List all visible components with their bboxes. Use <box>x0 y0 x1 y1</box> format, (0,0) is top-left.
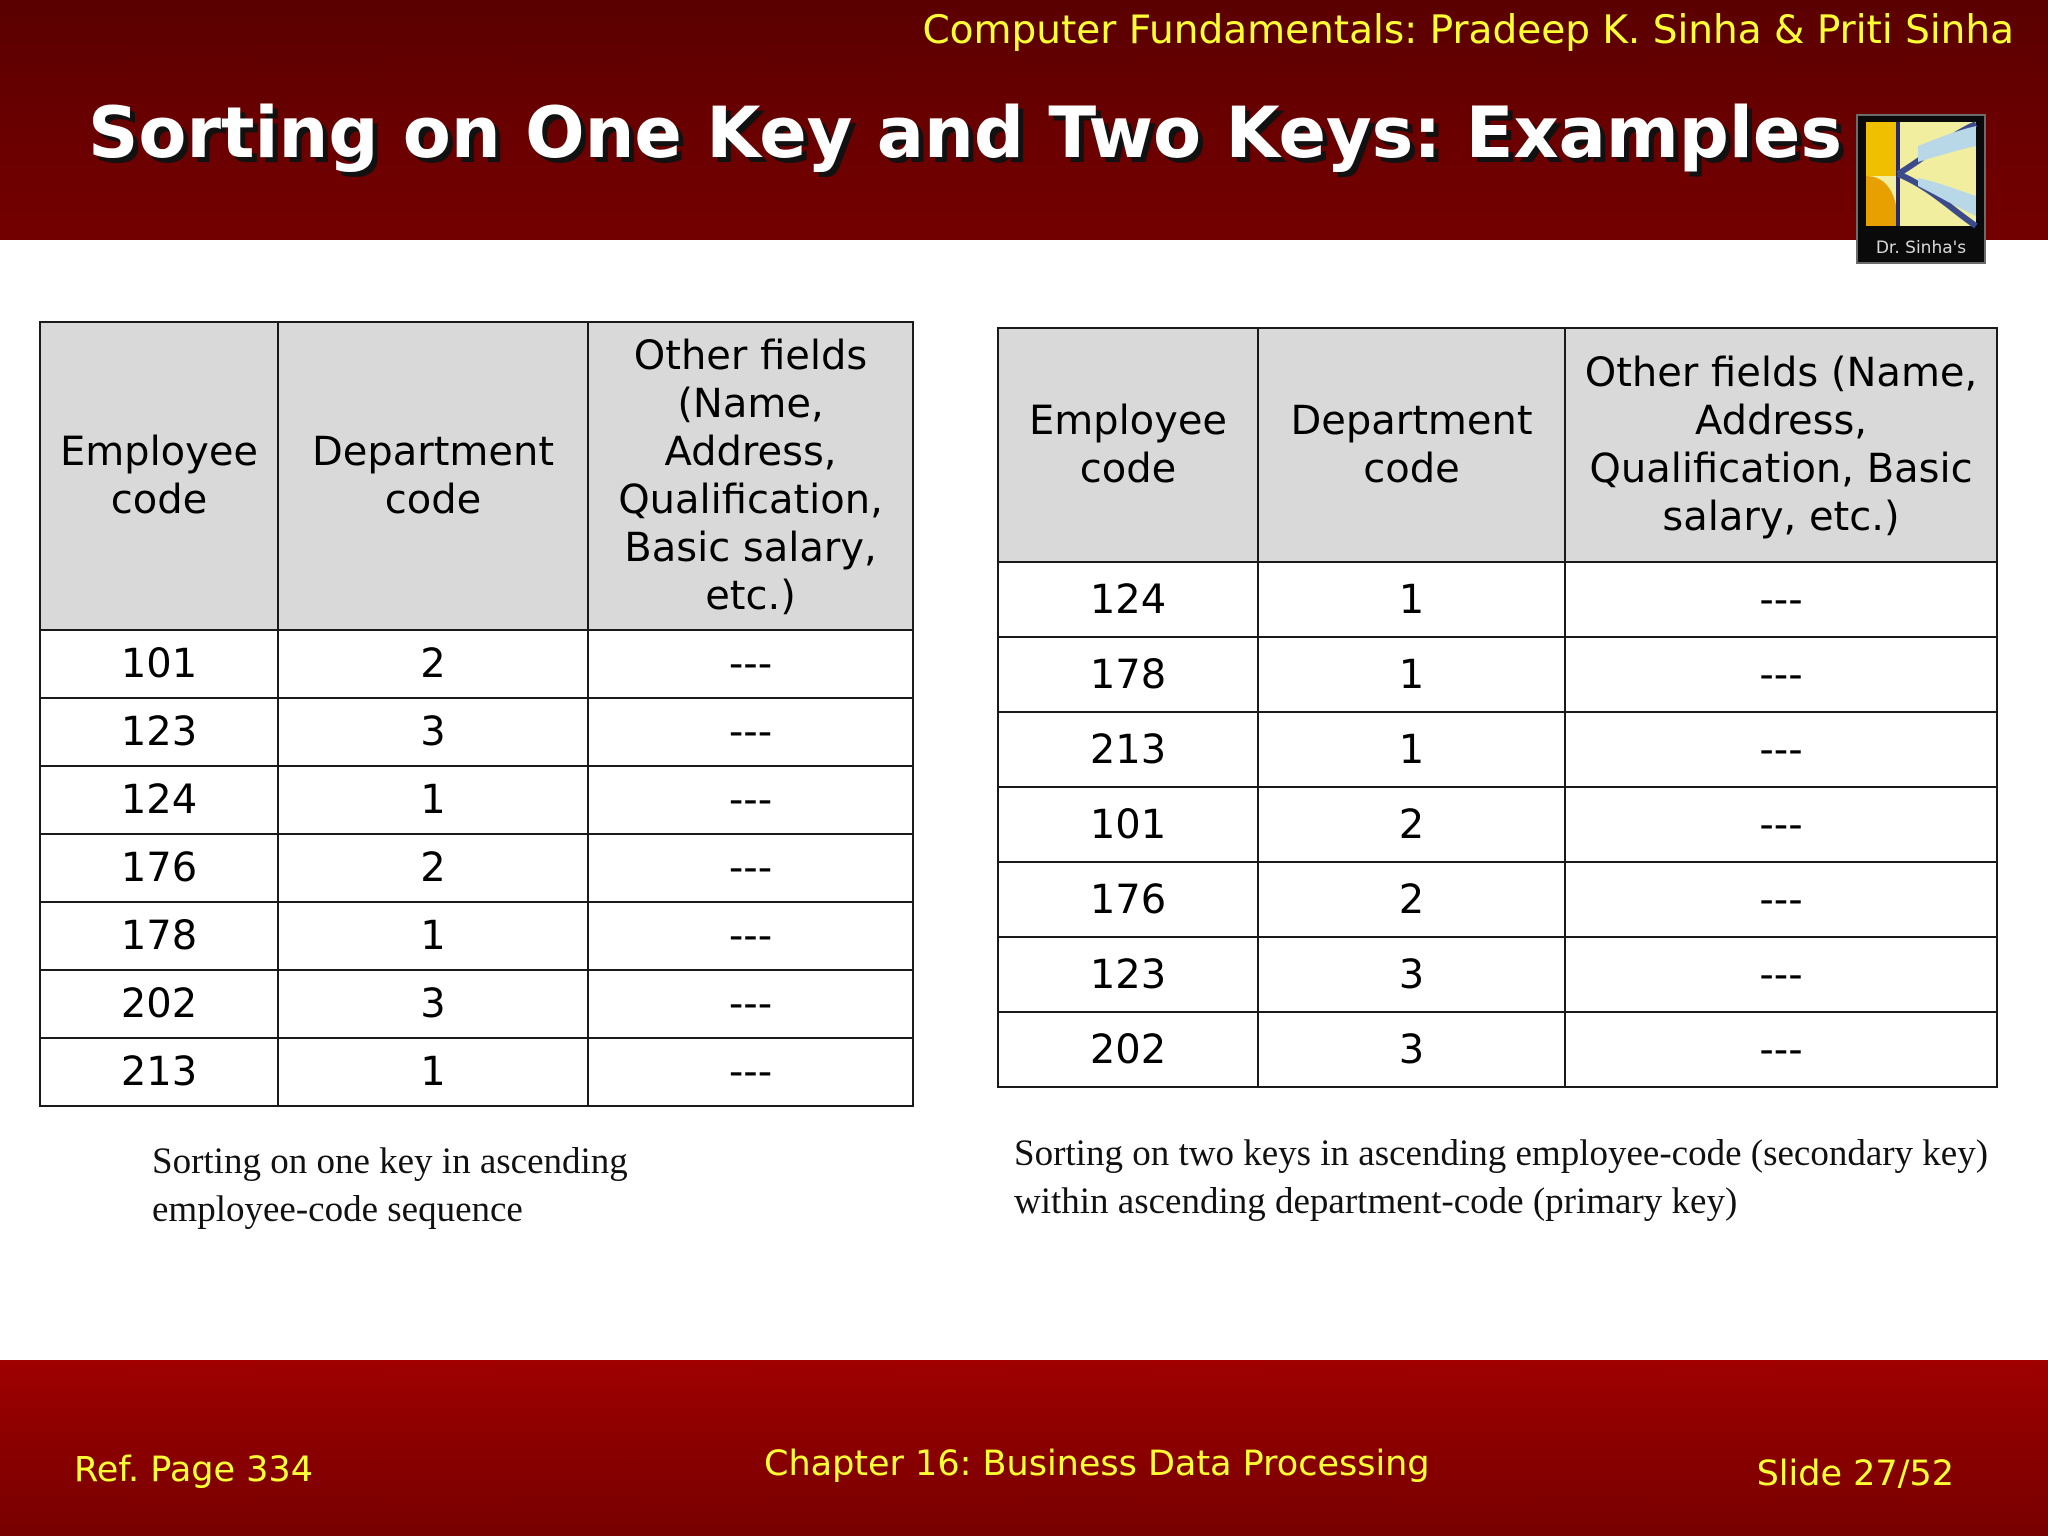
slide-footer <box>0 1360 2048 1536</box>
table-row <box>40 970 913 1038</box>
employee-code-cell: 178 <box>40 902 278 970</box>
other-fields-cell: --- <box>588 698 913 766</box>
department-code-cell: 1 <box>278 902 588 970</box>
column-header-other-fields: Other fields (Name, Address, Qualification, Basic salary, etc.) <box>588 322 913 630</box>
department-code-cell: 3 <box>1258 1012 1565 1087</box>
table-header-row <box>998 328 1997 562</box>
logo-emblem-icon <box>1858 116 1984 234</box>
table-row <box>998 562 1997 637</box>
book-credit: Computer Fundamentals: Pradeep K. Sinha & Priti Sinha <box>922 8 2014 53</box>
department-code-cell: 1 <box>278 766 588 834</box>
other-fields-cell: --- <box>588 630 913 698</box>
table-row <box>998 637 1997 712</box>
department-code-cell: 2 <box>278 834 588 902</box>
employee-code-cell: 124 <box>998 562 1258 637</box>
employee-code-cell: 178 <box>998 637 1258 712</box>
table-row <box>40 630 913 698</box>
other-fields-cell: --- <box>1565 562 1997 637</box>
department-code-cell: 3 <box>278 698 588 766</box>
employee-code-cell: 202 <box>998 1012 1258 1087</box>
department-code-cell: 1 <box>1258 637 1565 712</box>
department-code-cell: 1 <box>1258 562 1565 637</box>
table-row <box>998 787 1997 862</box>
column-header-department-code: Department code <box>1258 328 1565 562</box>
table-row <box>998 712 1997 787</box>
department-code-cell: 1 <box>1258 712 1565 787</box>
dr-sinha-logo <box>1856 114 1986 264</box>
other-fields-cell: --- <box>588 970 913 1038</box>
department-code-cell: 3 <box>278 970 588 1038</box>
department-code-cell: 2 <box>1258 862 1565 937</box>
other-fields-cell: --- <box>588 902 913 970</box>
employee-code-cell: 176 <box>998 862 1258 937</box>
slide-number: Slide 27/52 <box>1756 1454 1954 1494</box>
employee-code-cell: 101 <box>998 787 1258 862</box>
employee-code-cell: 213 <box>40 1038 278 1106</box>
two-key-sort-table <box>997 327 1998 1088</box>
department-code-cell: 3 <box>1258 937 1565 1012</box>
employee-code-cell: 123 <box>40 698 278 766</box>
other-fields-cell: --- <box>1565 1012 1997 1087</box>
table-row <box>998 862 1997 937</box>
other-fields-cell: --- <box>1565 637 1997 712</box>
department-code-cell: 2 <box>1258 787 1565 862</box>
two-key-sort-caption: Sorting on two keys in ascending employee-code (secondary key) within ascending department-code (primary key) <box>1014 1133 1989 1222</box>
employee-code-cell: 123 <box>998 937 1258 1012</box>
column-header-employee-code: Employee code <box>40 322 278 630</box>
table-row <box>40 1038 913 1106</box>
slide-title: Sorting on One Key and Two Keys: Examples <box>88 92 1843 174</box>
table-row <box>40 766 913 834</box>
table-row <box>40 902 913 970</box>
other-fields-cell: --- <box>588 1038 913 1106</box>
other-fields-cell: --- <box>1565 712 1997 787</box>
other-fields-cell: --- <box>1565 937 1997 1012</box>
other-fields-cell: --- <box>1565 862 1997 937</box>
other-fields-cell: --- <box>588 766 913 834</box>
one-key-sort-table <box>39 321 914 1107</box>
column-header-department-code: Department code <box>278 322 588 630</box>
slide-header <box>0 0 2048 258</box>
department-code-cell: 2 <box>278 630 588 698</box>
column-header-other-fields: Other fields (Name, Address, Qualification, Basic salary, etc.) <box>1565 328 1997 562</box>
column-header-employee-code: Employee code <box>998 328 1258 562</box>
other-fields-cell: --- <box>1565 787 1997 862</box>
logo-label: Dr. Sinha's <box>1875 238 1967 258</box>
table-header-row <box>40 322 913 630</box>
table-row <box>998 1012 1997 1087</box>
other-fields-cell: --- <box>588 834 913 902</box>
chapter-title: Chapter 16: Business Data Processing <box>764 1444 1430 1484</box>
employee-code-cell: 176 <box>40 834 278 902</box>
table-row <box>998 937 1997 1012</box>
employee-code-cell: 124 <box>40 766 278 834</box>
reference-page: Ref. Page 334 <box>74 1450 313 1490</box>
employee-code-cell: 213 <box>998 712 1258 787</box>
employee-code-cell: 101 <box>40 630 278 698</box>
table-row <box>40 834 913 902</box>
employee-code-cell: 202 <box>40 970 278 1038</box>
table-row <box>40 698 913 766</box>
department-code-cell: 1 <box>278 1038 588 1106</box>
one-key-sort-caption: Sorting on one key in ascending employee-code sequence <box>152 1141 628 1230</box>
